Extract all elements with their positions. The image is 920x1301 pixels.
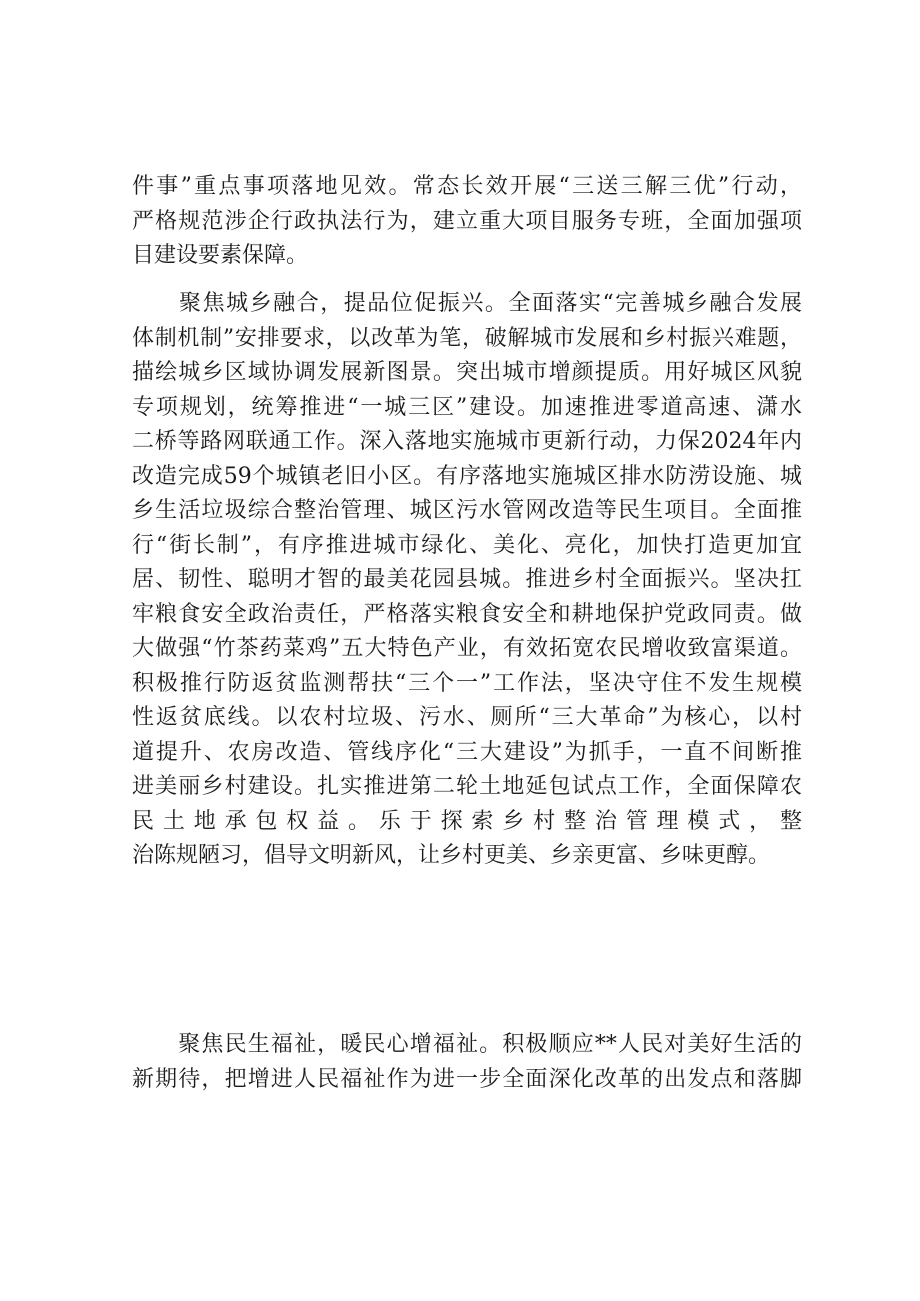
paragraph-3: [132, 1028, 802, 1097]
paragraph-line: 居、韧性、聪明才智的最美花园县城。推进乡村全面振兴。坚决扛: [132, 567, 802, 592]
paragraph-line: 大做强“竹茶药菜鸡”五大特色产业，有效拓宽农民增收致富渠道。: [132, 636, 802, 661]
paragraph-2: [132, 287, 802, 908]
paragraph-line: 进美丽乡村建设。扎实推进第二轮土地延包试点工作，全面保障农: [132, 774, 802, 799]
paragraph-line: 描绘城乡区域协调发展新图景。突出城市增颜提质。用好城区风貌: [132, 360, 802, 385]
paragraph-line: 治陈规陋习，倡导文明新风，让乡村更美、乡亲更富、乡味更醇。: [132, 843, 771, 868]
paragraph-line: 行“街长制”，有序推进城市绿化、美化、亮化，加快打造更加宜: [132, 532, 802, 558]
paragraph-line: 牢粮食安全政治责任，严格落实粮食安全和耕地保护党政同责。做: [132, 601, 802, 627]
paragraph-line: 道提升、农房改造、管线序化“三大建设”为抓手，一直不间断推: [132, 739, 802, 765]
paragraph-line: 性返贫底线。以农村垃圾、污水、厕所“三大革命”为核心，以村: [132, 705, 802, 730]
paragraph-line: 二桥等路网联通工作。深入落地实施城市更新行动，力保2024年内: [132, 429, 802, 454]
paragraph-line: 件事”重点事项落地见效。常态长效开展“三送三解三优”行动，: [132, 174, 802, 199]
paragraph-line: 改造完成59个城镇老旧小区。有序落地实施城区排水防涝设施、城: [132, 463, 802, 489]
paragraph-line: 积极推行防返贫监测帮扶“三个一”工作法，坚决守住不发生规模: [132, 670, 802, 696]
paragraph-line: 乡生活垃圾综合整治管理、城区污水管网改造等民生项目。全面推: [132, 498, 802, 523]
paragraph-1: [132, 170, 802, 274]
paragraph-line: 体制机制”安排要求，以改革为笔，破解城市发展和乡村振兴难题，: [132, 325, 802, 351]
paragraph-line: [132, 874, 802, 909]
paragraph-line: 民土地承包权益。乐于探索乡村整治管理模式，整: [132, 808, 802, 834]
paragraph-line: 聚焦城乡融合，提品位促振兴。全面落实“完善城乡融合发展: [132, 291, 802, 316]
paragraph-line: 新期待，把增进人民福祉作为进一步全面深化改革的出发点和落脚: [132, 1066, 802, 1092]
paragraph-line: 聚焦民生福祉，暖民心增福祉。积极顺应**人民对美好生活的: [132, 1032, 802, 1057]
paragraph-line: 目建设要素保障。: [132, 243, 309, 268]
paragraph-line: 专项规划，统筹推进“一城三区”建设。加速推进零道高速、潇水: [132, 394, 802, 420]
paragraph-line: 严格规范涉企行政执法行为，建立重大项目服务专班，全面加强项: [132, 208, 802, 234]
